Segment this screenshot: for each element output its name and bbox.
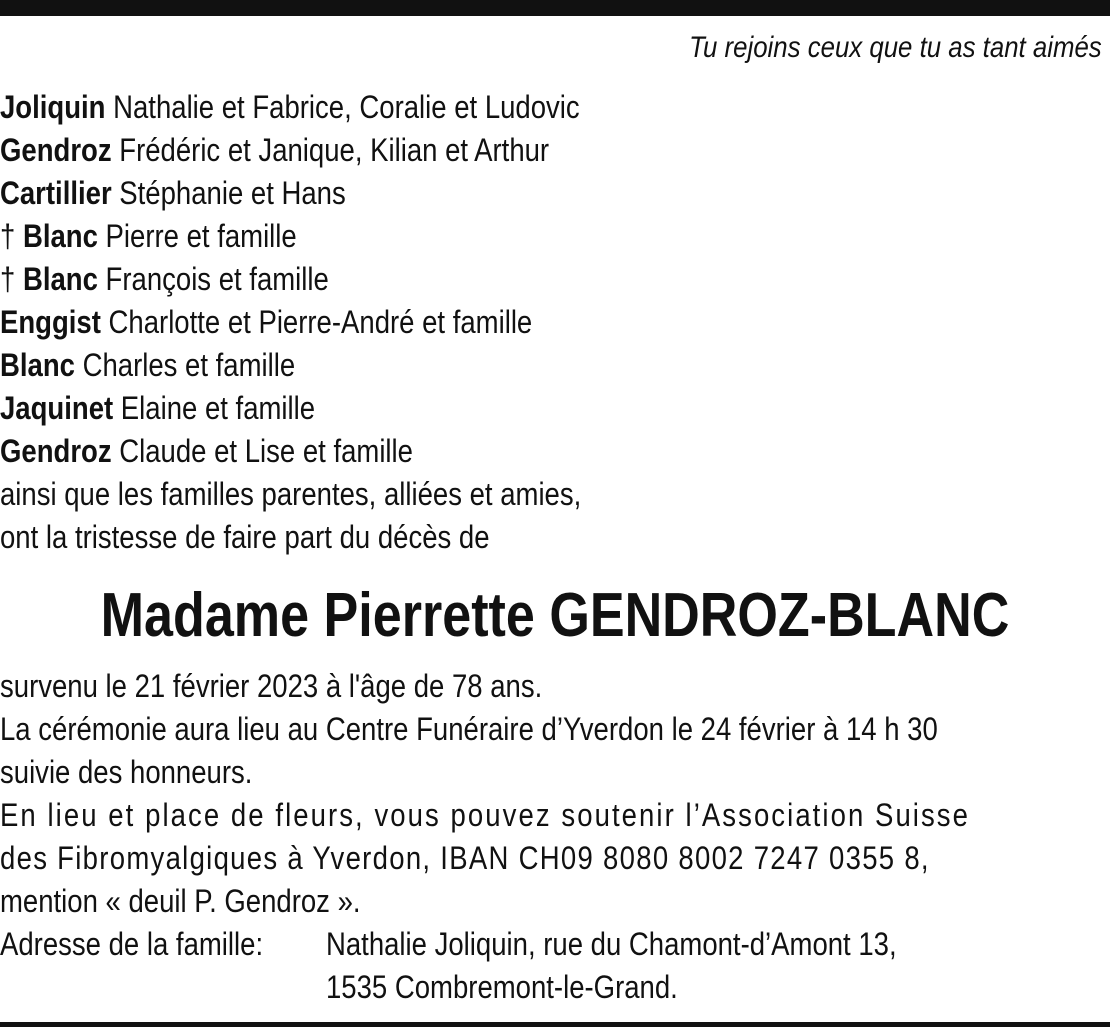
family-surname: Jaquinet xyxy=(0,390,114,426)
family-line xyxy=(0,258,955,301)
family-names: Claude et Lise et famille xyxy=(111,433,413,469)
family-names: Stéphanie et Hans xyxy=(111,175,346,211)
death-notice: survenu le 21 février 2023 à l'âge de 78 ans. xyxy=(0,668,543,704)
address-row xyxy=(0,923,1110,966)
address-label: Adresse de la famille: xyxy=(0,926,264,962)
family-surname: Joliquin xyxy=(0,89,106,125)
family-line xyxy=(0,387,955,430)
family-surname: Blanc xyxy=(22,218,98,254)
family-surname: Blanc xyxy=(0,347,75,383)
details-block xyxy=(0,665,1110,1009)
family-names: Elaine et famille xyxy=(113,390,316,426)
family-line xyxy=(0,215,955,258)
family-names: Frédéric et Janique, Kilian et Arthur xyxy=(111,132,550,168)
deceased-name: Madame Pierrette GENDROZ-BLANC xyxy=(100,581,1010,650)
family-line xyxy=(0,344,955,387)
family-line xyxy=(0,301,955,344)
donation-line: En lieu et place de fleurs, vous pouvez soutenir l’Association Suisse xyxy=(0,797,971,833)
family-surname: Gendroz xyxy=(0,433,112,469)
family-names: François et famille xyxy=(97,261,329,297)
top-rule xyxy=(0,0,1110,16)
family-names: Pierre et famille xyxy=(97,218,297,254)
family-names: Charlotte et Pierre-André et famille xyxy=(100,304,533,340)
ceremony-line: suivie des honneurs. xyxy=(0,754,253,790)
family-line xyxy=(0,172,955,215)
cross-mark: † xyxy=(0,218,23,254)
donation-line: des Fibromyalgiques à Yverdon, IBAN CH09 8080 8002 7247 0355 8, xyxy=(0,840,930,876)
family-line xyxy=(0,129,955,172)
intro-line: ont la tristesse de faire part du décès de xyxy=(0,519,490,555)
cross-mark: † xyxy=(0,261,23,297)
family-line xyxy=(0,86,955,129)
family-surname: Gendroz xyxy=(0,132,112,168)
address-line: 1535 Combremont-le-Grand. xyxy=(326,969,678,1005)
family-names: Charles et famille xyxy=(74,347,296,383)
intro-line: ainsi que les familles parentes, alliées et amies, xyxy=(0,476,582,512)
family-surname: Cartillier xyxy=(0,175,112,211)
epigraph: Tu rejoins ceux que tu as tant aimés xyxy=(689,31,1102,64)
family-surname: Enggist xyxy=(0,304,101,340)
family-line xyxy=(0,430,955,473)
bottom-rule xyxy=(0,1022,1110,1027)
family-names: Nathalie et Fabrice, Coralie et Ludovic xyxy=(105,89,580,125)
family-list xyxy=(0,86,1110,559)
address-row xyxy=(0,966,1110,1009)
address-line: Nathalie Joliquin, rue du Chamont-d’Amont 13, xyxy=(326,926,897,962)
ceremony-line: La cérémonie aura lieu au Centre Funéraire d’Yverdon le 24 février à 14 h 30 xyxy=(0,711,938,747)
family-surname: Blanc xyxy=(22,261,98,297)
donation-line: mention « deuil P. Gendroz ». xyxy=(0,883,361,919)
